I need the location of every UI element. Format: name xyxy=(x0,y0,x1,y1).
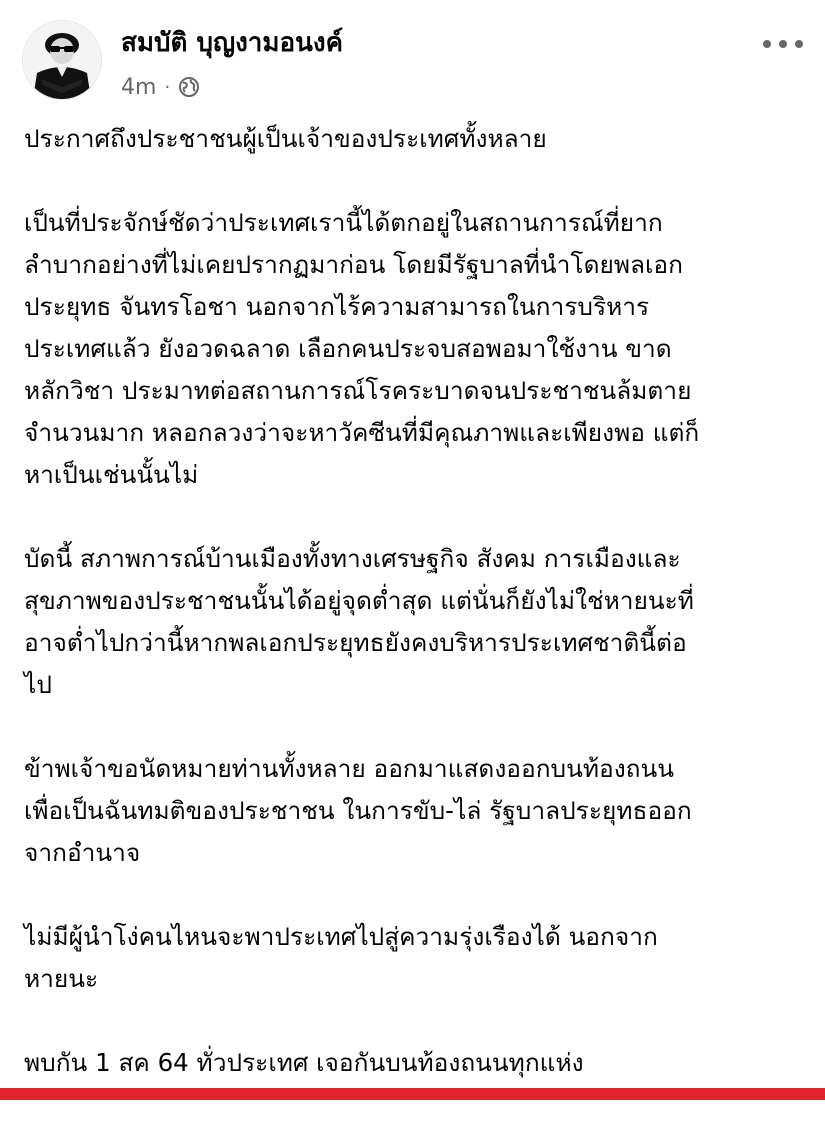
post-paragraph: ประกาศถึงประชาชนผู้เป็นเจ้าของประเทศทั้งหลาย xyxy=(24,124,547,153)
post-meta xyxy=(121,72,200,102)
more-dot xyxy=(763,40,771,48)
post-body xyxy=(24,118,804,1126)
post-paragraph: เป็นที่ประจักษ์ชัดว่าประเทศเรานี้ได้ตกอยู่ในสถานการณ์ที่ยาก ลำบากอย่างที่ไม่เคยปรากฏมาก่อน โดยมีรัฐบาลที่นำโดยพลเอก ประยุทธ จันทรโอชา นอกจากไร้ความสามารถในการบริหาร ประเทศแล้ว ยังอวดฉลาด เลือกคนประจบสอพอมาใช้งาน ขาด หลักวิชา ประมาทต่อสถานการณ์โรคระบาดจนประชาชนล้มตาย จำนวนมาก หลอกลวงว่าจะหาวัคซีนที่มีคุณภาพและเพียงพอ แต่ก็ หาเป็นเช่นนั้นไม่ xyxy=(24,208,700,489)
post-paragraph: บัดนี้ สภาพการณ์บ้านเมืองทั้งทางเศรษฐกิจ สังคม การเมืองและ สุขภาพของประชาชนนั้นได้อยู่จุดต่ำสุด แต่นั่นก็ยังไม่ใช่หายนะที่ อาจต่ำไปกว่านี้หากพลเอกประยุทธยังคงบริหารประเทศชาตินี้ต่อ ไป xyxy=(24,544,694,699)
more-dot xyxy=(779,40,787,48)
post-header xyxy=(0,0,825,112)
author-name[interactable]: สมบัติ บุญงามอนงค์ xyxy=(121,28,344,58)
avatar[interactable] xyxy=(22,20,102,100)
post-paragraph: ไม่มีผู้นำโง่คนไหนจะพาประเทศไปสู่ความรุ่งเรืองได้ นอกจาก หายนะ xyxy=(24,922,658,993)
more-options-icon[interactable] xyxy=(763,32,803,56)
post-paragraph: พบกัน 1 สค 64 ทั่วประเทศ เจอกันบนท้องถนนทุกแห่ง xyxy=(24,1048,584,1077)
post-timestamp[interactable]: 4m xyxy=(121,74,157,100)
more-dot xyxy=(795,40,803,48)
meta-separator: · xyxy=(164,76,171,98)
globe-icon[interactable] xyxy=(178,76,200,98)
post-paragraph: ข้าพเจ้าขอนัดหมายท่านทั้งหลาย ออกมาแสดงออกบนท้องถนน เพื่อเป็นฉันทมติของประชาชน ในการขับ-ไล่ รัฐบาลประยุทธออก จากอำนาจ xyxy=(24,754,692,867)
bottom-bar xyxy=(0,1088,825,1100)
avatar-photo xyxy=(23,21,101,99)
